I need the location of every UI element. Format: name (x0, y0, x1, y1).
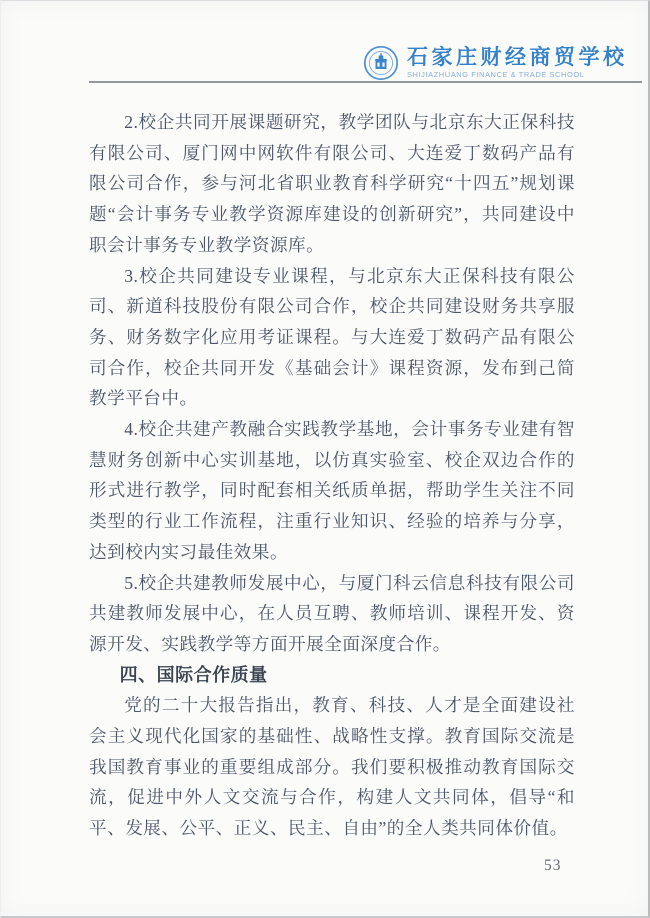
school-title-block (407, 47, 628, 80)
page-number: 53 (544, 857, 562, 874)
paragraph-item-4: 4.校企共建产教融合实践教学基地，会计事务专业建有智慧财务创新中心实训基地，以仿真实验室、校企双边合作的形式进行教学，同时配套相关纸质单据，帮助学生关注不同类型的行业工作流程，注重行业知识、经验的培养与分享，达到校内实习最佳效果。 (89, 419, 575, 562)
school-name-zh: 石家庄财经商贸学校 (407, 45, 628, 69)
section-heading-international-cooperation: 四、国际合作质量 (119, 664, 268, 685)
page-header (363, 45, 628, 81)
paragraph-international-cooperation: 党的二十大报告指出，教育、科技、人才是全面建设社会主义现代化国家的基础性、战略性支撑。教育国际交流是我国教育事业的重要组成部分。我们要积极推动教育国际交流，促进中外人文交流与合作，构建人文共同体，倡导“和平、发展、公平、正义、民主、自由”的全人类共同体价值。 (89, 695, 575, 839)
paragraph-item-5: 5.校企共建教师发展中心，与厦门科云信息科技有限公司共建教师发展中心，在人员互聘、教师培训、课程开发、资源开发、实践教学等方面开展全面深度合作。 (89, 572, 575, 654)
school-name-en: SHIJIAZHUANG FINANCE & TRADE SCHOOL (407, 69, 585, 79)
school-emblem-icon (363, 45, 399, 81)
paragraph-item-3: 3.校企共同建设专业课程，与北京东大正保科技有限公司、新道科技股份有限公司合作，校企共同建设财务共享服务、财务数字化应用考证课程。与大连爱丁数码产品有限公司合作，校企共同开发《基础会计》课程资源，发布到己简教学平台中。 (89, 265, 575, 409)
header-divider (89, 81, 642, 83)
paragraph-item-2: 2.校企共同开展课题研究，教学团队与北京东大正保科技有限公司、厦门网中网软件有限公司、大连爱丁数码产品有限公司合作，参与河北省职业教育科学研究“十四五”规划课题“会计事务专业教学资源库建设的创新研究”，共同建设中职会计事务专业教学资源库。 (89, 112, 575, 255)
document-body (89, 107, 575, 844)
